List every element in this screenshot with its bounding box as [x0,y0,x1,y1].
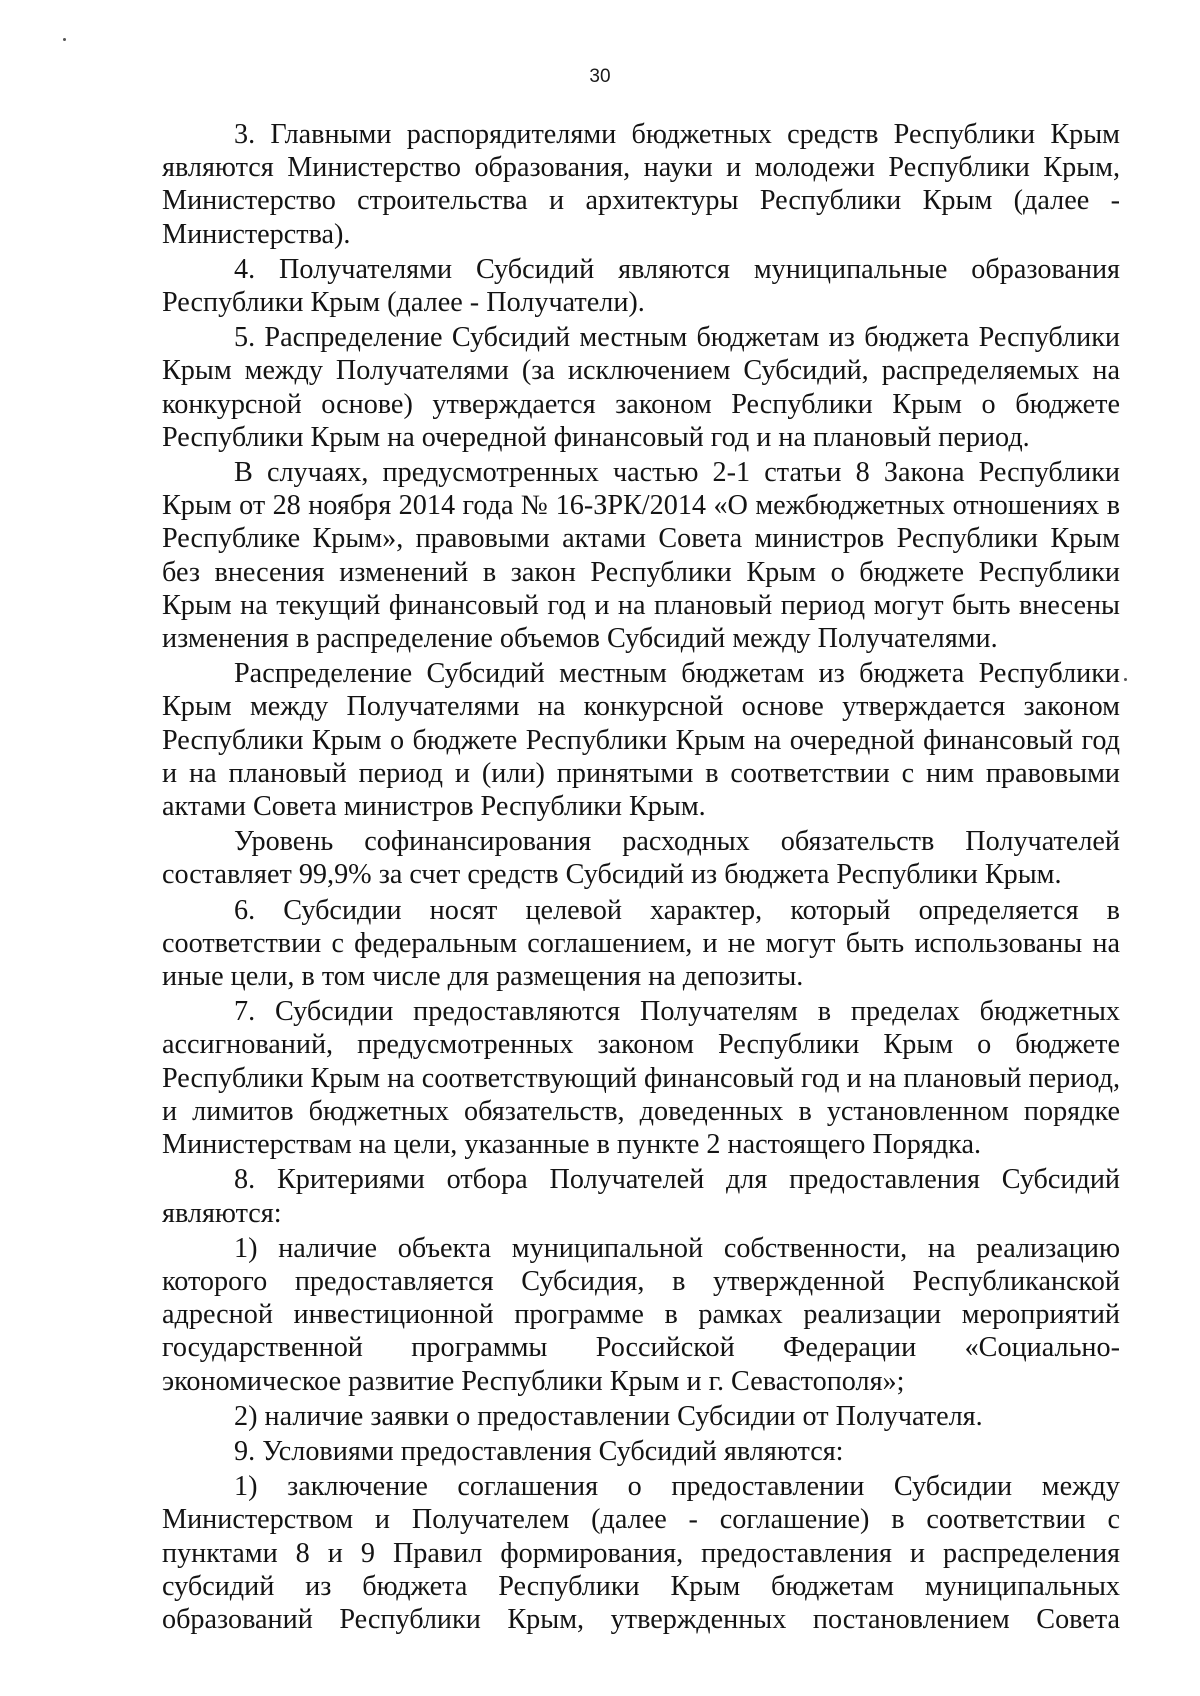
scan-artifact [1124,678,1127,681]
page-number: 30 [589,66,611,87]
paragraph-item-6: 6. Субсидии носят целевой характер, который определяется в соответствии с федеральным соглашением, и не могут быть использованы на иные цели, в том числе для размещения на депозиты. [162,894,1120,993]
paragraph-criterion-1: 1) наличие объекта муниципальной собственности, на реализацию которого предоставляется Субсидия, в утвержденной Республиканской адресной инвестиционной программе в рамках реализации мероприятий государственной программы Российской Федерации «Социально-экономическое развитие Республики Крым и г. Севастополя»; [162,1232,1120,1397]
scan-artifact [63,38,66,41]
paragraph-amendments: В случаях, предусмотренных частью 2-1 статьи 8 Закона Республики Крым от 28 ноября 2014 года № 16-ЗРК/2014 «О межбюджетных отношениях в Республике Крым», правовыми актами Совета министров Республики Крым без внесения изменений в закон Республики Крым о бюджете Республики Крым на текущий финансовый год и на плановый период могут быть внесены изменения в распределение объемов Субсидий между Получателями. [162,457,1120,655]
paragraph-condition-1: 1) заключение соглашения о предоставлении Субсидии между Министерством и Получателем (далее - соглашение) в соответствии с пунктами 8 и 9 Правил формирования, предоставления и распределения субсидий из бюджета Республики Крым бюджетам муниципальных образований Республики Крым, утвержденных постановлением Совета [162,1471,1120,1635]
document-body [162,118,1120,1638]
paragraph-item-9: 9. Условиями предоставления Субсидий являются: [234,1435,844,1467]
paragraph-item-8: 8. Критериями отбора Получателей для предоставления Субсидий являются: [162,1164,1120,1229]
paragraph-item-4: 4. Получателями Субсидий являются муниципальные образования Республики Крым (далее - Получатели). [162,253,1120,319]
paragraph-item-3: 3. Главными распорядителями бюджетных средств Республики Крым являются Министерство образования, науки и молодежи Республики Крым, Министерство строительства и архитектуры Республики Крым (далее - Министерства). [162,119,1120,250]
paragraph-item-5: 5. Распределение Субсидий местным бюджетам из бюджета Республики Крым между Получателями (за исключением Субсидий, распределяемых на конкурсной основе) утверждается законом Республики Крым о бюджете Республики Крым на очередной финансовый год и на плановый период. [162,322,1120,453]
paragraph-cofinancing-level: Уровень софинансирования расходных обязательств Получателей составляет 99,9% за счет средств Субсидий из бюджета Республики Крым. [162,826,1120,891]
paragraph-competitive-distribution: Распределение Субсидий местным бюджетам из бюджета Республики Крым между Получателями на конкурсной основе утверждается законом Республики Крым о бюджете Республики Крым на очередной финансовый год и на плановый период и (или) принятыми в соответствии с ним правовыми актами Совета министров Республики Крым. [162,658,1120,823]
paragraph-criterion-2: 2) наличие заявки о предоставлении Субсидии от Получателя. [234,1400,983,1432]
paragraph-item-7: 7. Субсидии предоставляются Получателям в пределах бюджетных ассигнований, предусмотренных законом Республики Крым о бюджете Республики Крым на соответствующий финансовый год и на плановый период, и лимитов бюджетных обязательств, доведенных в установленном порядке Министерствам на цели, указанные в пункте 2 настоящего Порядка. [162,996,1121,1161]
